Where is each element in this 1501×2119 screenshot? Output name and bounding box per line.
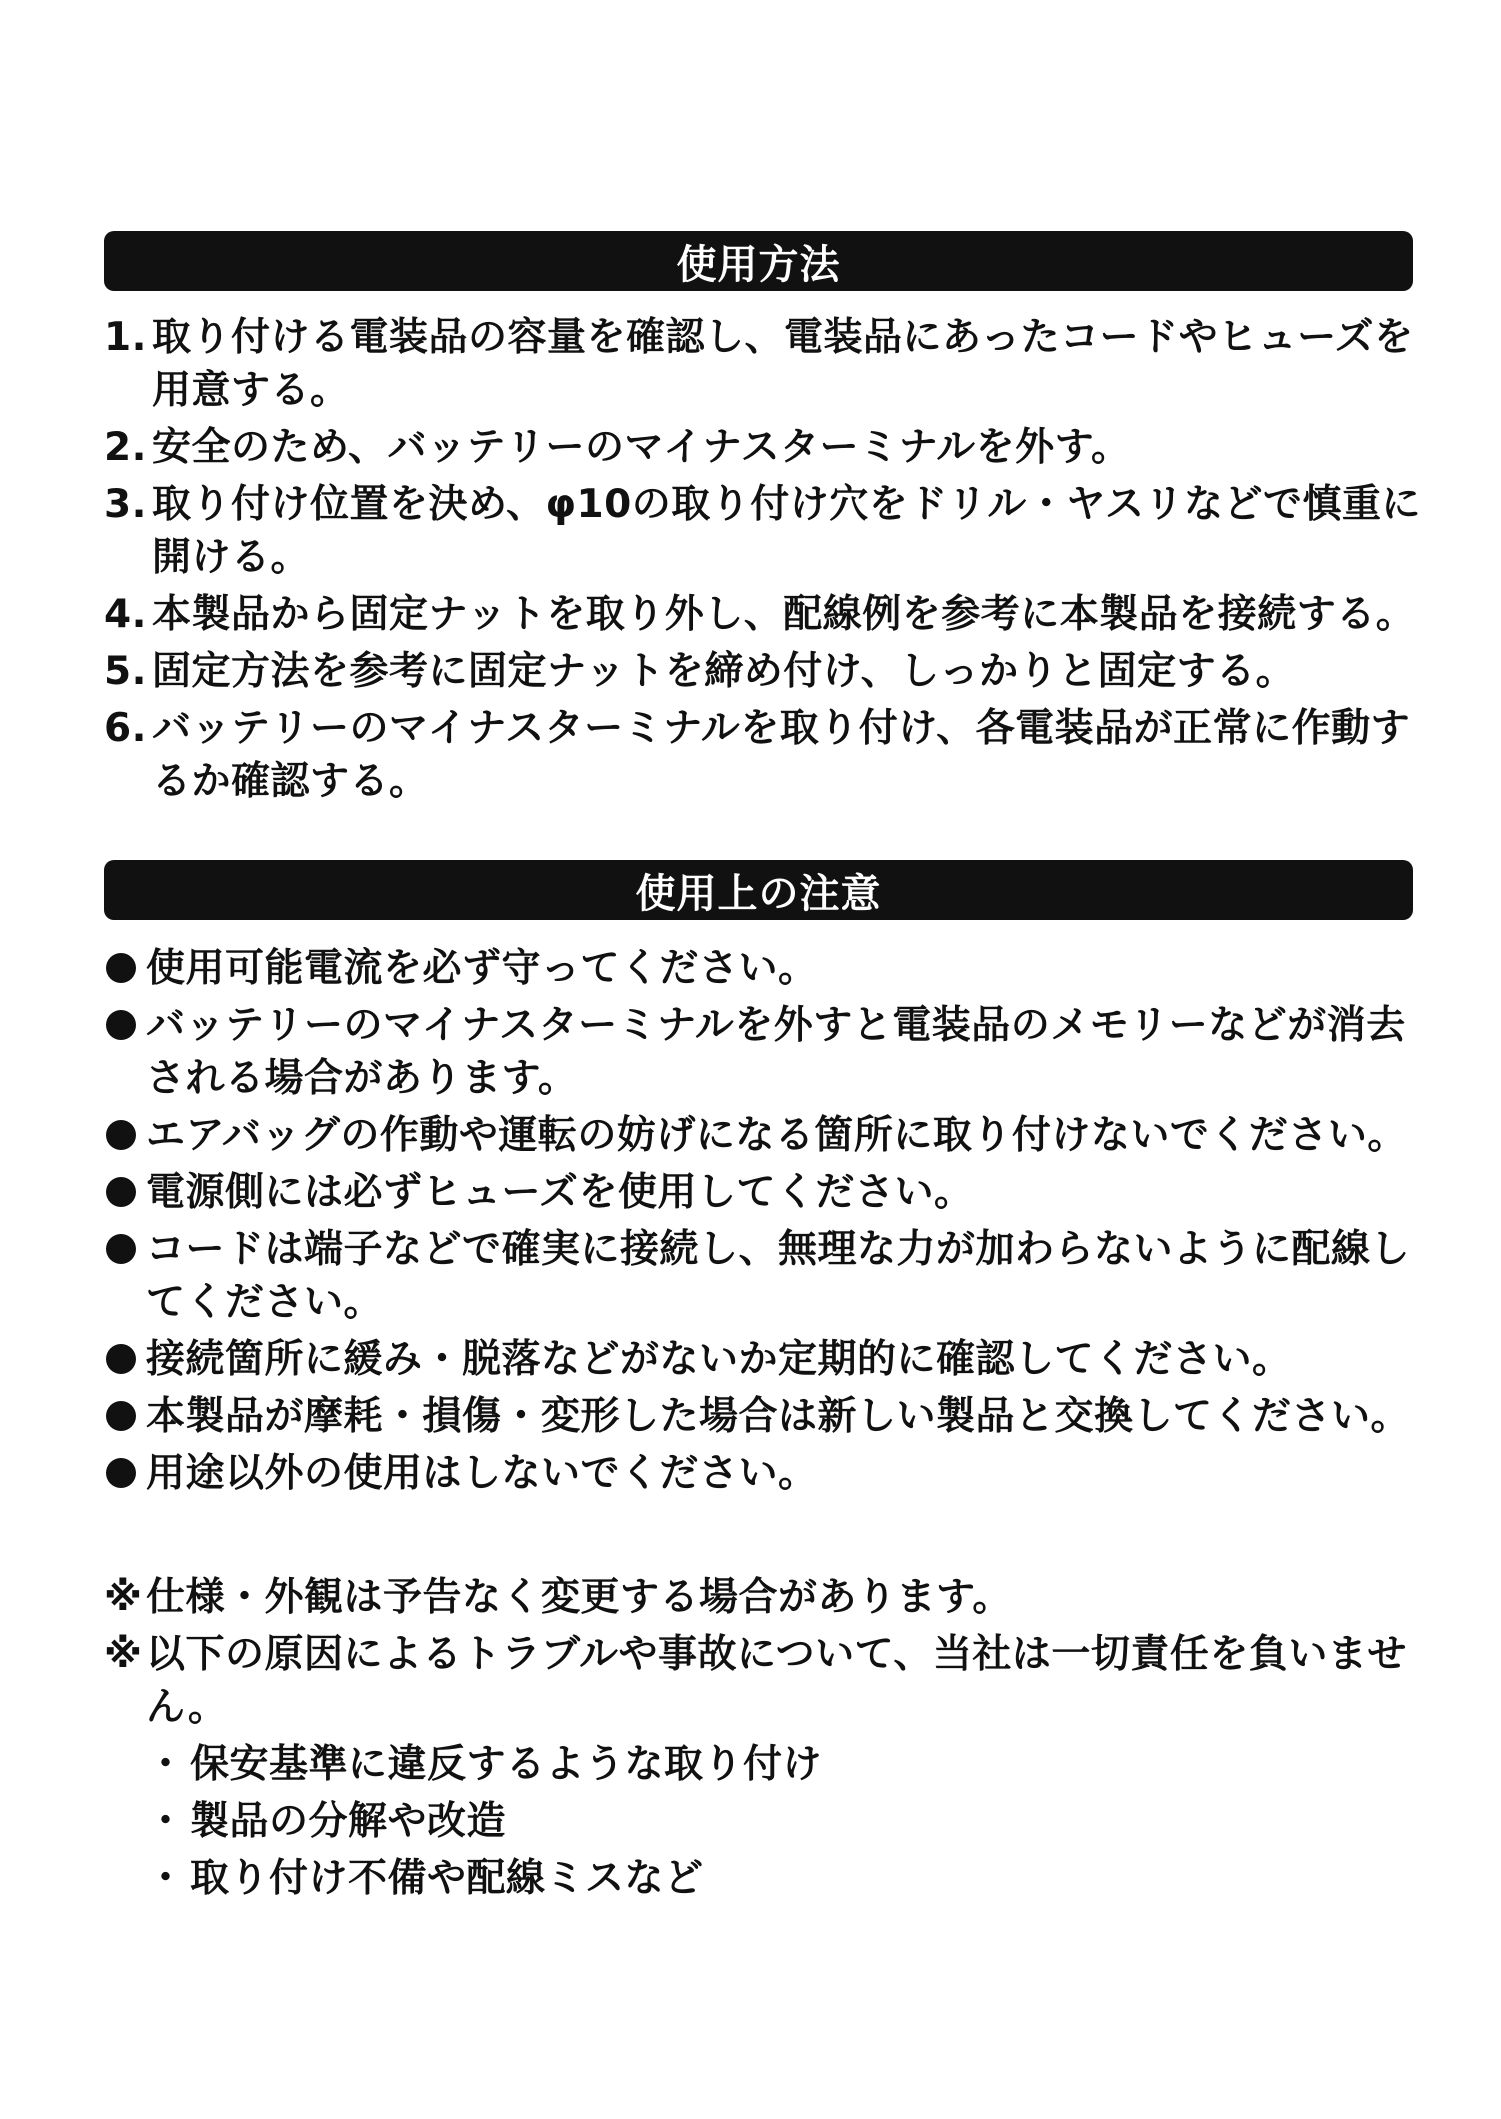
caution-text: コードは端子などで確実に接続し、無理な力が加わらないように配線してください。 — [146, 1227, 1411, 1325]
caution-list — [104, 942, 1434, 1504]
note-sub-text: 取り付け不備や配線ミスなど — [190, 1856, 704, 1901]
step-text: 本製品から固定ナットを取り外し、配線例を参考に本製品を接続する。 — [152, 592, 1416, 637]
step-text: 安全のため、バッテリーのマイナスターミナルを外す。 — [152, 425, 1131, 470]
reference-mark-icon: ※ — [104, 1632, 143, 1677]
step-text: 取り付ける電装品の容量を確認し、電装品にあったコードやヒューズを用意する。 — [152, 315, 1414, 413]
caution-section-title: 使用上の注意 — [635, 870, 882, 917]
caution-text: エアバッグの作動や運転の妨げになる箇所に取り付けないでください。 — [146, 1113, 1407, 1158]
step-text: 取り付け位置を決め、φ10の取り付け穴をドリル・ヤスリなどで慎重に開ける。 — [152, 482, 1421, 580]
note-sub-text: 製品の分解や改造 — [190, 1799, 507, 1844]
note-item — [104, 1628, 1434, 1734]
step-number: 4. — [104, 592, 147, 637]
step-number: 5. — [104, 649, 147, 694]
usage-step — [104, 478, 1434, 584]
caution-item — [104, 1223, 1434, 1329]
caution-text: 用途以外の使用はしないでください。 — [146, 1451, 818, 1496]
usage-step — [104, 588, 1434, 641]
caution-text: バッテリーのマイナスターミナルを外すと電装品のメモリーなどが消去される場合があります。 — [146, 1003, 1406, 1101]
step-number: 6. — [104, 706, 147, 751]
note-sub-item — [146, 1795, 1434, 1848]
usage-step — [104, 421, 1434, 474]
note-text: 仕様・外観は予告なく変更する場合があります。 — [146, 1575, 1012, 1620]
bullet-dot-icon — [106, 1177, 136, 1207]
bullet-dot-icon — [106, 1234, 136, 1264]
middle-dot-icon: ・ — [146, 1742, 186, 1787]
caution-text: 接続箇所に緩み・脱落などがないか定期的に確認してください。 — [146, 1337, 1292, 1382]
middle-dot-icon: ・ — [146, 1856, 186, 1901]
caution-item — [104, 1166, 1434, 1219]
note-sub-item — [146, 1852, 1434, 1905]
note-text: 以下の原因によるトラブルや事故について、当社は一切責任を負いません。 — [146, 1632, 1407, 1730]
bullet-dot-icon — [106, 953, 136, 983]
caution-text: 電源側には必ずヒューズを使用してください。 — [146, 1170, 974, 1215]
caution-item — [104, 942, 1434, 995]
note-sub-item — [146, 1738, 1434, 1791]
caution-item — [104, 999, 1434, 1105]
reference-mark-icon: ※ — [104, 1575, 143, 1620]
caution-section-header — [104, 860, 1413, 920]
note-sub-text: 保安基準に違反するような取り付け — [190, 1742, 823, 1787]
caution-item — [104, 1447, 1434, 1500]
bullet-dot-icon — [106, 1458, 136, 1488]
caution-item — [104, 1390, 1434, 1443]
step-text: バッテリーのマイナスターミナルを取り付け、各電装品が正常に作動するか確認する。 — [152, 706, 1411, 804]
note-item — [104, 1571, 1434, 1624]
step-number: 2. — [104, 425, 147, 470]
usage-step — [104, 311, 1434, 417]
notes-list — [104, 1571, 1434, 1909]
caution-text: 使用可能電流を必ず守ってください。 — [146, 946, 818, 991]
bullet-dot-icon — [106, 1344, 136, 1374]
usage-section-title: 使用方法 — [676, 241, 841, 288]
caution-item — [104, 1333, 1434, 1386]
bullet-dot-icon — [106, 1401, 136, 1431]
bullet-dot-icon — [106, 1120, 136, 1150]
step-number: 3. — [104, 482, 147, 527]
usage-step — [104, 702, 1434, 808]
caution-item — [104, 1109, 1434, 1162]
step-number: 1. — [104, 315, 147, 360]
usage-step — [104, 645, 1434, 698]
middle-dot-icon: ・ — [146, 1799, 186, 1844]
usage-steps-list — [104, 311, 1434, 812]
caution-text: 本製品が摩耗・損傷・変形した場合は新しい製品と交換してください。 — [146, 1394, 1411, 1439]
bullet-dot-icon — [106, 1010, 136, 1040]
usage-section-header — [104, 231, 1413, 291]
step-text: 固定方法を参考に固定ナットを締め付け、しっかりと固定する。 — [152, 649, 1296, 694]
